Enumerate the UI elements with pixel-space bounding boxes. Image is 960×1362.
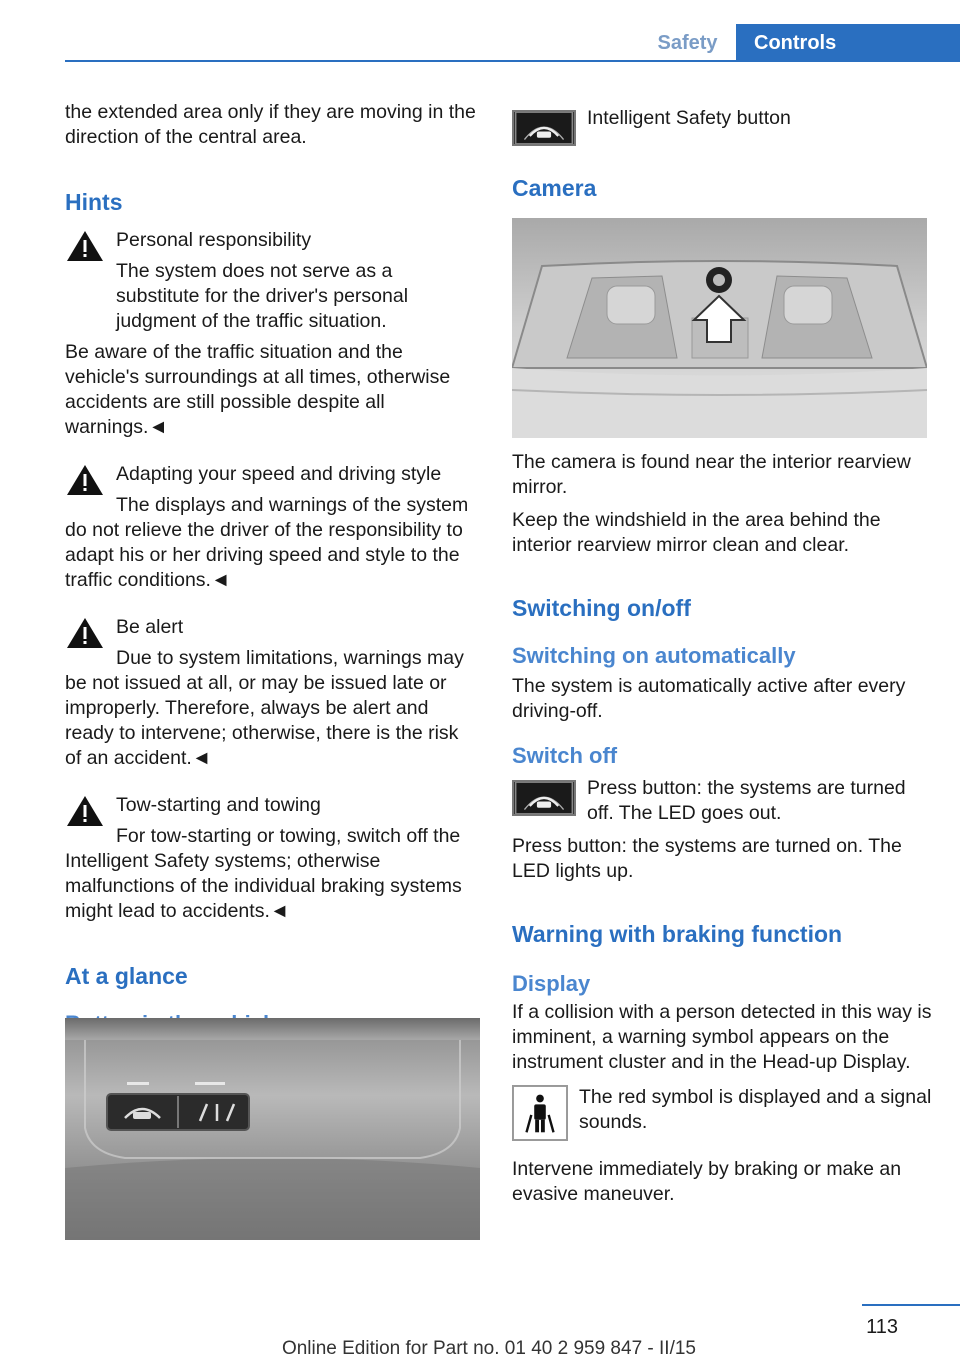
warning-title: Personal responsibility [116, 229, 312, 251]
page-number: 113 [866, 1316, 898, 1338]
intervene-text: Intervene immediately by braking or make an evasive maneuver. [512, 1158, 902, 1205]
warning-text: Due to system limitations, warnings may be not issued at all, or may be issued late or improperly. Therefore, always be alert and ready to intervene; otherwise, there is the risk of an accident.◄ [65, 647, 464, 769]
warning-extra: Be aware of the traffic situation and the vehicle's surroundings at all times, otherwise accidents are still possible despite all warnings.◄ [65, 341, 451, 438]
pedestrian-warning-icon [512, 1085, 568, 1141]
warning-title: Tow-starting and towing [116, 794, 321, 816]
switching-automatic-heading: Switching on automatically [512, 643, 796, 668]
camera-paragraph-2: Keep the windshield in the area behind the interior rearview mirror clean and clear. [512, 509, 881, 556]
warning-text: The system does not serve as a substitute for the driver's personal judgment of the traffic situation. [116, 260, 409, 332]
warning-adapting-speed [65, 462, 480, 593]
intro-paragraph: the extended area only if they are moving in the direction of the central area. [65, 101, 476, 148]
intelligent-safety-button-icon [512, 780, 576, 816]
warning-symbol-text: The red symbol is displayed and a signal sounds. [579, 1086, 932, 1133]
header-tab-safety[interactable]: Safety [657, 32, 718, 54]
switch-off-button-row [512, 776, 932, 828]
header-tab-controls[interactable]: Controls [736, 24, 960, 62]
switching-heading: Switching on/off [512, 595, 691, 621]
warning-triangle-icon [65, 793, 105, 829]
switching-automatic-text: The system is automatically active after every driving-off. [512, 675, 906, 722]
switch-on-text: Press button: the systems are turned on. The LED lights up. [512, 835, 902, 882]
warning-text: The displays and warnings of the system do not relieve the driver of the responsibility to adapt his or her driving speed and style to the traffic conditions.◄ [65, 494, 469, 591]
edition-note: Online Edition for Part no. 01 40 2 959 847 - II/15 [281, 1338, 696, 1359]
left-column [65, 100, 480, 1038]
warning-personal-responsibility [65, 228, 480, 440]
camera-paragraph-1: The camera is found near the interior rearview mirror. [512, 451, 911, 498]
button-panel-photo [65, 1018, 480, 1240]
warning-symbol-row [512, 1085, 932, 1143]
warning-triangle-icon [65, 462, 105, 498]
switch-off-heading: Switch off [512, 743, 618, 768]
at-a-glance-heading: At a glance [65, 963, 188, 989]
intelligent-safety-button-row [512, 100, 932, 148]
right-column [512, 100, 932, 202]
intelligent-safety-button-caption: Intelligent Safety button [587, 107, 791, 129]
camera-heading: Camera [512, 175, 597, 201]
warning-tow-starting [65, 793, 480, 924]
warning-triangle-icon [65, 228, 105, 264]
display-text: If a collision with a person detected in this way is imminent, a warning symbol appears on the instrument cluster and in the Head-up Display. [512, 1001, 932, 1073]
switch-off-button-text: Press button: the systems are turned off. The LED goes out. [587, 777, 906, 824]
footer-rule [862, 1304, 960, 1306]
camera-photo [512, 218, 927, 438]
warning-braking-heading: Warning with braking function [512, 921, 843, 947]
right-column-lower [512, 450, 932, 1207]
warning-title: Adapting your speed and driving style [116, 463, 442, 485]
hints-heading: Hints [65, 189, 123, 215]
warning-text: For tow-starting or towing, switch off the Intelligent Safety systems; otherwise malfunctions of the individual braking systems might lead to accidents.◄ [65, 825, 462, 922]
warning-be-alert [65, 615, 480, 771]
intelligent-safety-button-icon [512, 110, 576, 146]
display-heading: Display [512, 971, 591, 996]
warning-triangle-icon [65, 615, 105, 651]
warning-title: Be alert [116, 616, 184, 638]
